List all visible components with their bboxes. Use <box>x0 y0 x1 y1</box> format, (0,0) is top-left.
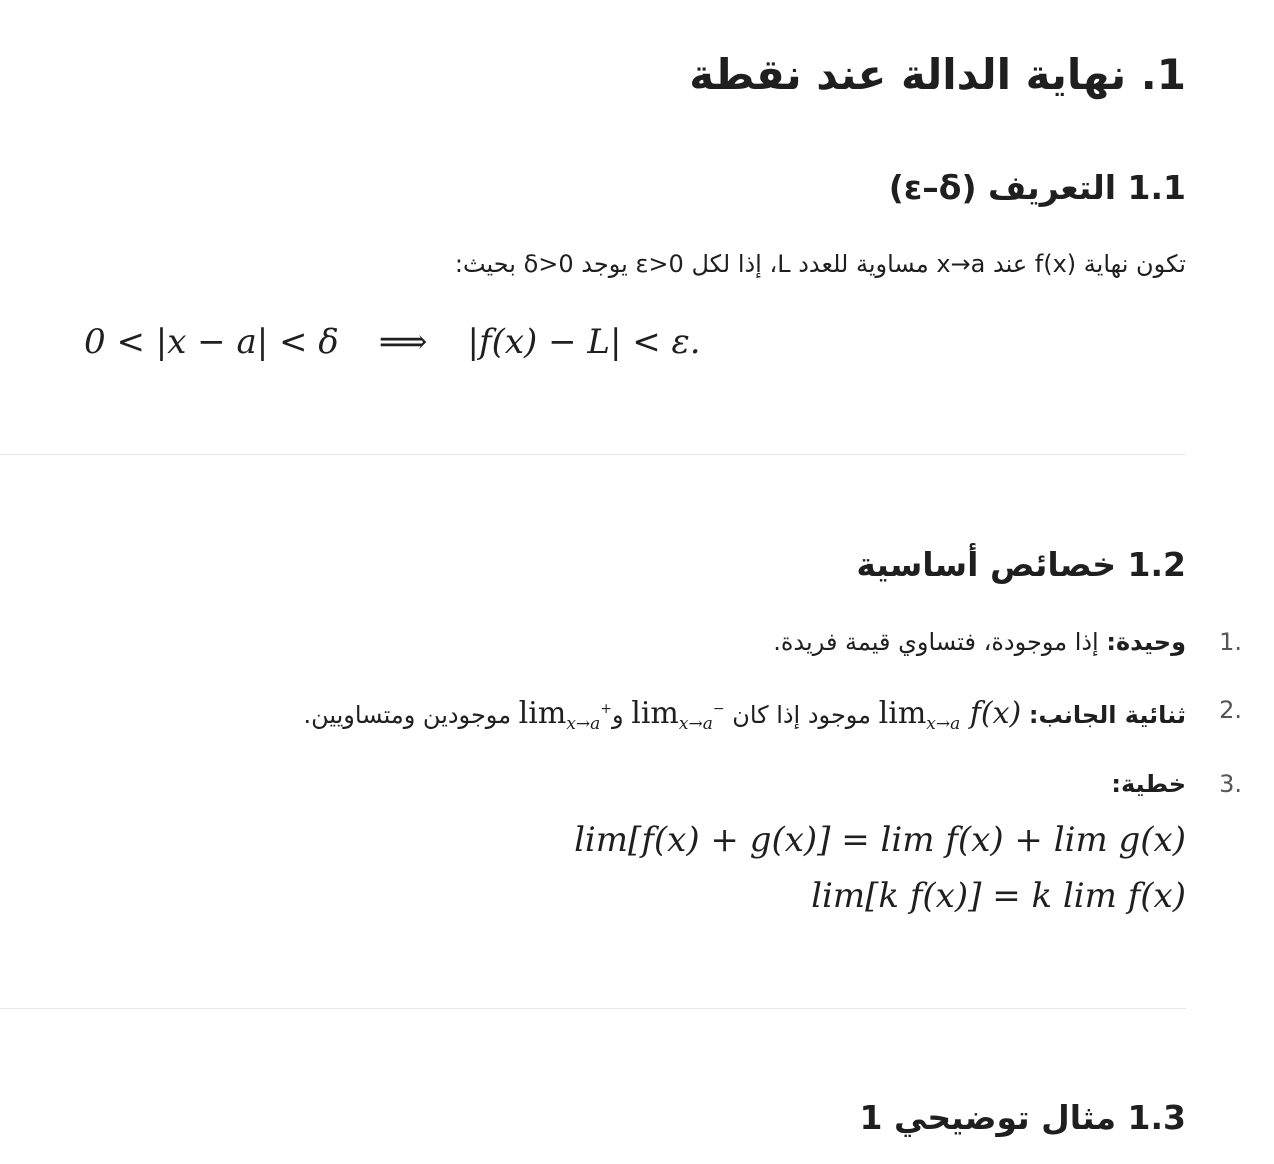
list-item-uniqueness <box>773 628 1242 656</box>
list-number: 1. <box>1219 628 1242 656</box>
implies-symbol: ⟹ <box>378 322 428 362</box>
item-text: إذا موجودة، فتساوي قيمة فريدة. <box>773 628 1107 656</box>
and-word: و <box>612 701 632 729</box>
divider <box>0 454 1186 455</box>
formula-left: 0 < |x − a| < δ <box>84 322 339 362</box>
formula-right: |f(x) − L| < ε. <box>467 322 701 362</box>
section-1-2-title: 1.2 خصائص أساسية <box>856 545 1186 584</box>
section-1-1-title: 1.1 التعريف (ε–δ) <box>888 168 1186 207</box>
list-number: 3. <box>1219 770 1242 798</box>
section-1-3-title: 1.3 مثال توضيحي 1 <box>859 1098 1186 1137</box>
divider <box>0 1008 1186 1009</box>
item-text: موجود إذا كان <box>724 701 879 729</box>
linearity-equation-2: lim[k f(x)] = k lim f(x) <box>811 876 1186 916</box>
item-label: ثنائية الجانب: <box>1028 701 1186 729</box>
definition-paragraph: تكون نهاية f(x) عند x→a مساوية للعدد L، إذا لكل ε>0 يوجد δ>0 بحيث: <box>454 250 1186 278</box>
right-limit: $\lim_{x\to a}^+$ <box>518 696 613 734</box>
limit-expression: $\lim_{x\to a} f(x)$ <box>878 696 1022 734</box>
left-limit: $\lim_{x\to a}^-$ <box>631 696 725 734</box>
item-label: وحيدة: <box>1106 628 1186 656</box>
list-item-two-sided <box>303 696 1242 734</box>
linearity-equation-1: lim[f(x) + g(x)] = lim f(x) + lim g(x) <box>574 820 1186 860</box>
page-title: 1. نهاية الدالة عند نقطة <box>689 50 1186 99</box>
list-number: 2. <box>1219 696 1242 724</box>
epsilon-delta-formula <box>84 322 701 362</box>
list-item-linearity <box>1111 770 1242 798</box>
item-label: خطية: <box>1111 770 1186 798</box>
item-text: موجودين ومتساويين. <box>303 701 519 729</box>
